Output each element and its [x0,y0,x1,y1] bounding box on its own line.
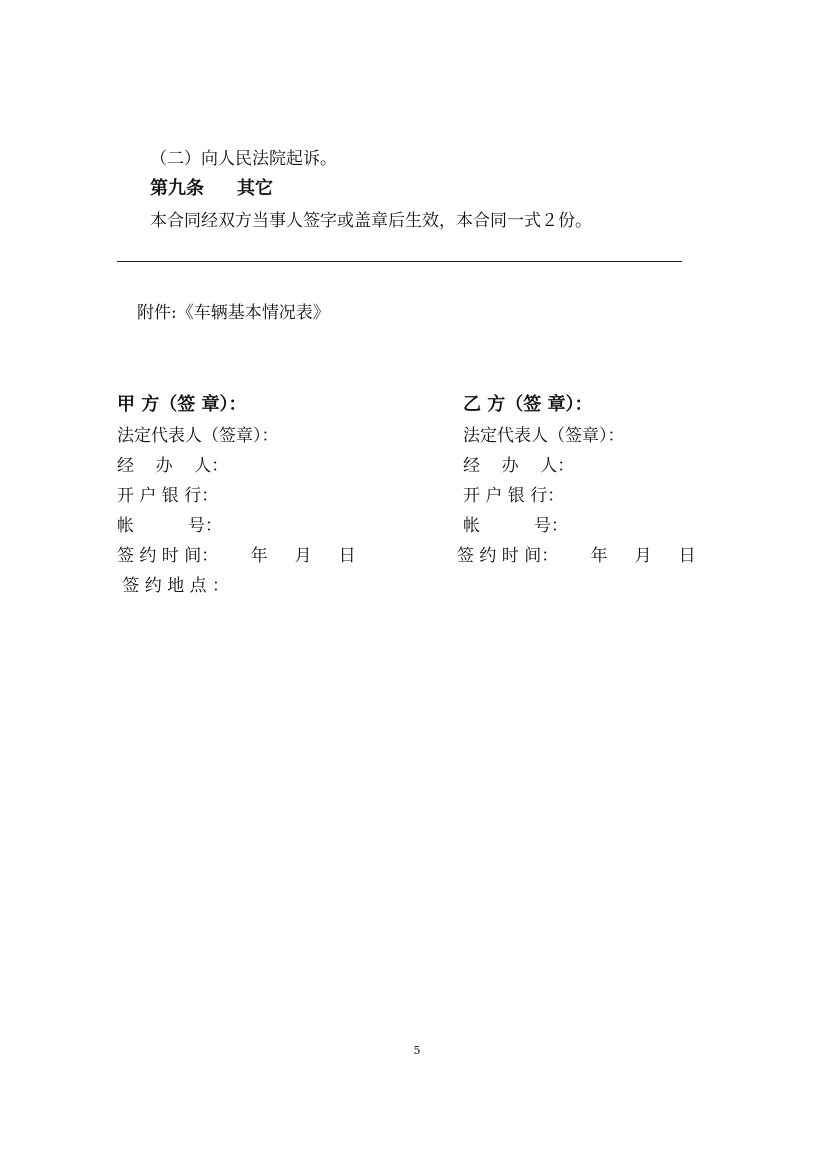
party-a-heading: 甲 方（签 章）： [117,394,247,415]
party-a-handler: 经 办 人： [117,456,229,476]
party-a-sign-date: 签 约 时 间： 年 月 日 [117,546,356,566]
clause-item-2: （二）向人民法院起诉。 [150,149,337,169]
party-b-handler: 经 办 人： [463,456,575,476]
party-a-bank: 开 户 银 行： [117,486,219,506]
page-number: 5 [413,1044,421,1057]
party-b-legal-rep: 法定代表人（签章）： [463,426,625,446]
attachment-note: 附件:《车辆基本情况表》 [137,303,330,323]
party-a-account: 帐 号： [117,516,223,536]
party-b-account: 帐 号： [463,516,569,536]
party-b-heading: 乙 方（签 章）： [463,394,593,415]
party-a-legal-rep: 法定代表人（签章）： [117,426,279,446]
party-a-sign-place: 签 约 地 点 ： [117,576,230,596]
article-9-text: 本合同经双方当事人签字或盖章后生效，本合同一式２份。 [150,211,592,231]
party-b-bank: 开 户 银 行： [463,486,565,506]
horizontal-rule [117,261,682,262]
article-9-title: 其它 [237,178,273,199]
party-b-sign-date: 签 约 时 间： 年 月 日 [457,546,696,566]
article-9-number: 第九条 [150,178,204,199]
